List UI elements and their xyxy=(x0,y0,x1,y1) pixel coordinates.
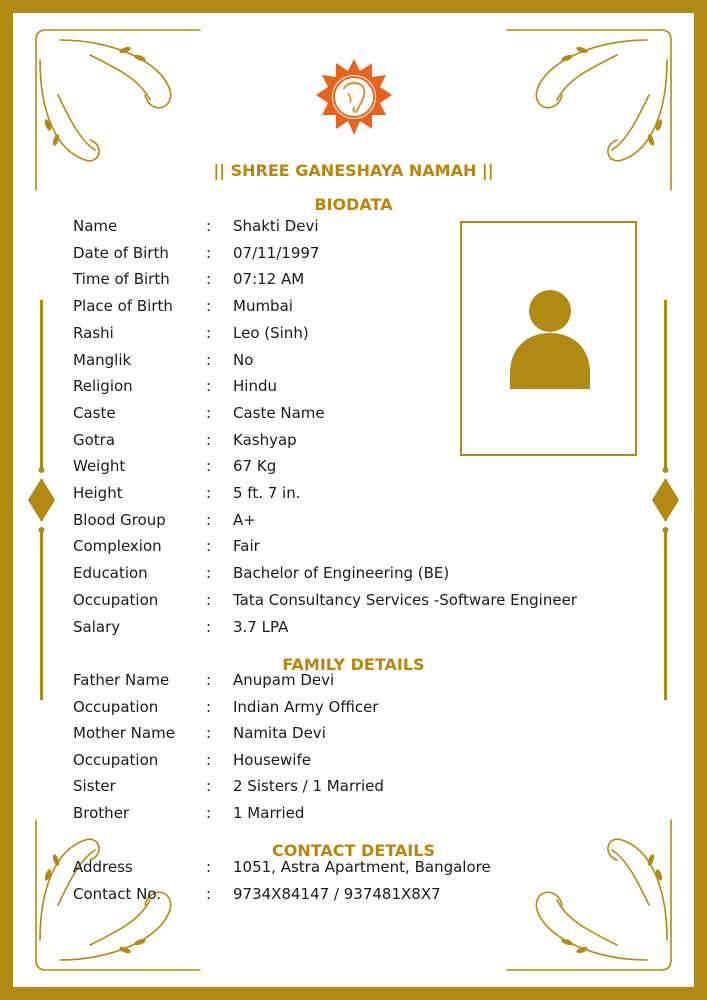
detail-value: Kashyap xyxy=(233,430,297,449)
separator: : xyxy=(206,270,212,289)
person-placeholder-icon xyxy=(462,223,635,454)
invocation-heading: || SHREE GANESHAYA NAMAH || xyxy=(213,161,494,180)
detail-value: A+ xyxy=(233,510,256,529)
detail-value: Caste Name xyxy=(233,403,325,422)
detail-value: Tata Consultancy Services -Software Engineer xyxy=(233,590,577,609)
detail-value: 9734X84147 / 937481X8X7 xyxy=(233,884,441,903)
detail-value: 2 Sisters / 1 Married xyxy=(233,777,384,796)
family-heading: FAMILY DETAILS xyxy=(282,655,425,674)
detail-label: Occupation xyxy=(73,697,159,716)
detail-label: Salary xyxy=(73,617,121,636)
detail-label: Occupation xyxy=(73,750,159,769)
detail-label: Caste xyxy=(73,403,116,422)
detail-value: Anupam Devi xyxy=(233,671,335,689)
detail-value: Housewife xyxy=(233,750,311,769)
detail-value: 07:12 AM xyxy=(233,270,305,289)
separator: : xyxy=(206,564,212,583)
separator: : xyxy=(206,323,212,342)
separator: : xyxy=(206,750,212,769)
separator: : xyxy=(206,617,212,636)
detail-label: Manglik xyxy=(73,350,132,369)
page-content xyxy=(13,13,694,987)
photo-frame xyxy=(460,221,637,456)
detail-value: Leo (Sinh) xyxy=(233,323,309,342)
detail-label: Occupation xyxy=(73,590,159,609)
ganesha-emblem-icon xyxy=(314,57,394,137)
detail-value: Indian Army Officer xyxy=(233,697,379,716)
detail-label: Complexion xyxy=(73,537,162,556)
detail-label: Brother xyxy=(73,804,130,822)
page-title: BIODATA xyxy=(314,195,393,214)
separator: : xyxy=(206,590,212,609)
detail-label: Contact No. xyxy=(73,884,162,903)
detail-label: Mother Name xyxy=(73,724,175,743)
detail-label: Weight xyxy=(73,457,126,476)
separator: : xyxy=(206,377,212,396)
separator: : xyxy=(206,350,212,369)
detail-label: Sister xyxy=(73,777,116,796)
separator: : xyxy=(206,537,212,556)
detail-value: No xyxy=(233,350,254,369)
detail-label: Name xyxy=(73,217,118,235)
separator: : xyxy=(206,403,212,422)
detail-value: Fair xyxy=(233,537,260,556)
detail-label: Blood Group xyxy=(73,510,166,529)
detail-label: Height xyxy=(73,484,123,502)
separator: : xyxy=(206,457,212,476)
separator: : xyxy=(206,297,212,316)
detail-value: 67 Kg xyxy=(233,457,277,476)
separator: : xyxy=(206,484,212,502)
detail-value: 1 Married xyxy=(233,804,305,822)
detail-value: Bachelor of Engineering (BE) xyxy=(233,564,450,583)
separator: : xyxy=(206,510,212,529)
detail-label: Place of Birth xyxy=(73,297,173,316)
separator: : xyxy=(206,777,212,796)
separator: : xyxy=(206,217,212,235)
detail-label: Religion xyxy=(73,377,133,396)
detail-label: Address xyxy=(73,858,133,876)
detail-value: 3.7 LPA xyxy=(233,617,289,636)
detail-value: 1051, Astra Apartment, Bangalore xyxy=(233,858,491,876)
separator: : xyxy=(206,243,212,262)
detail-value: Mumbai xyxy=(233,297,293,316)
separator: : xyxy=(206,884,212,903)
detail-label: Rashi xyxy=(73,323,114,342)
detail-label: Time of Birth xyxy=(73,270,170,289)
separator: : xyxy=(206,430,212,449)
detail-value: Hindu xyxy=(233,377,277,396)
separator: : xyxy=(206,858,212,876)
detail-label: Education xyxy=(73,564,148,583)
detail-label: Gotra xyxy=(73,430,116,449)
detail-value: Shakti Devi xyxy=(233,217,319,235)
separator: : xyxy=(206,724,212,743)
separator: : xyxy=(206,697,212,716)
detail-value: 07/11/1997 xyxy=(233,243,320,262)
detail-value: Namita Devi xyxy=(233,724,326,743)
contact-heading: CONTACT DETAILS xyxy=(272,841,435,860)
detail-label: Date of Birth xyxy=(73,243,169,262)
separator: : xyxy=(206,804,212,822)
separator: : xyxy=(206,671,212,689)
detail-label: Father Name xyxy=(73,671,170,689)
detail-value: 5 ft. 7 in. xyxy=(233,484,301,502)
